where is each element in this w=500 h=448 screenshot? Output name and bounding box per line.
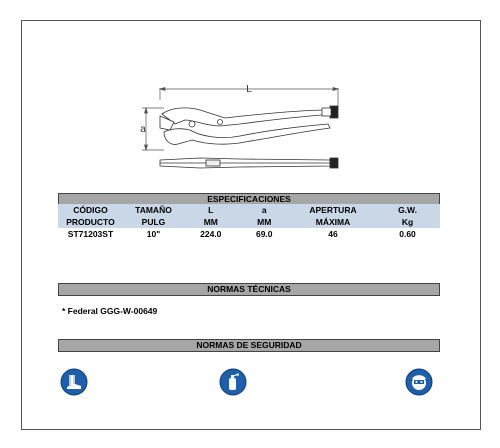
header-cell: MÁXIMA <box>291 216 375 228</box>
table-cell: 69.0 <box>255 229 273 239</box>
header-cell: APERTURA <box>291 204 375 216</box>
header-cell: PRODUCTO <box>58 216 123 228</box>
height-label: a <box>140 124 146 135</box>
specs-header-row-1 <box>58 204 440 216</box>
fire-extinguisher-icon <box>219 368 247 396</box>
header-cell: MM <box>184 216 237 228</box>
header-cell: G.W. <box>375 204 440 216</box>
normas-tecnicas-item: * Federal GGG-W-00649 <box>62 306 158 316</box>
pliers-top-view <box>160 158 338 168</box>
header-cell: PULG <box>123 216 184 228</box>
length-label: L <box>246 84 252 95</box>
table-cell: ST71203ST <box>67 229 114 239</box>
specs-table <box>58 204 440 240</box>
face-shield-icon <box>405 368 433 396</box>
table-cell: 46 <box>328 229 338 239</box>
specs-header-row-2 <box>58 216 440 228</box>
normas-tecnicas-bar: NORMAS TÉCNICAS <box>58 283 440 296</box>
table-cell: 10" <box>146 229 161 239</box>
specs-title-bar: ESPECIFICACIONES <box>58 193 440 205</box>
table-cell: 224.0 <box>200 229 222 239</box>
table-cell: 0.60 <box>399 229 416 239</box>
header-cell: MM <box>238 216 291 228</box>
header-cell: Kg <box>375 216 440 228</box>
pliers-side-view <box>160 106 338 144</box>
specs-data-row <box>58 228 440 240</box>
header-cell: TAMAÑO <box>123 204 184 216</box>
header-cell: L <box>184 204 237 216</box>
normas-seguridad-bar: NORMAS DE SEGURIDAD <box>58 339 440 352</box>
header-cell: CÓDIGO <box>58 204 123 216</box>
safety-boots-icon <box>60 368 88 396</box>
header-cell: a <box>238 204 291 216</box>
pliers-drawing <box>130 80 360 180</box>
